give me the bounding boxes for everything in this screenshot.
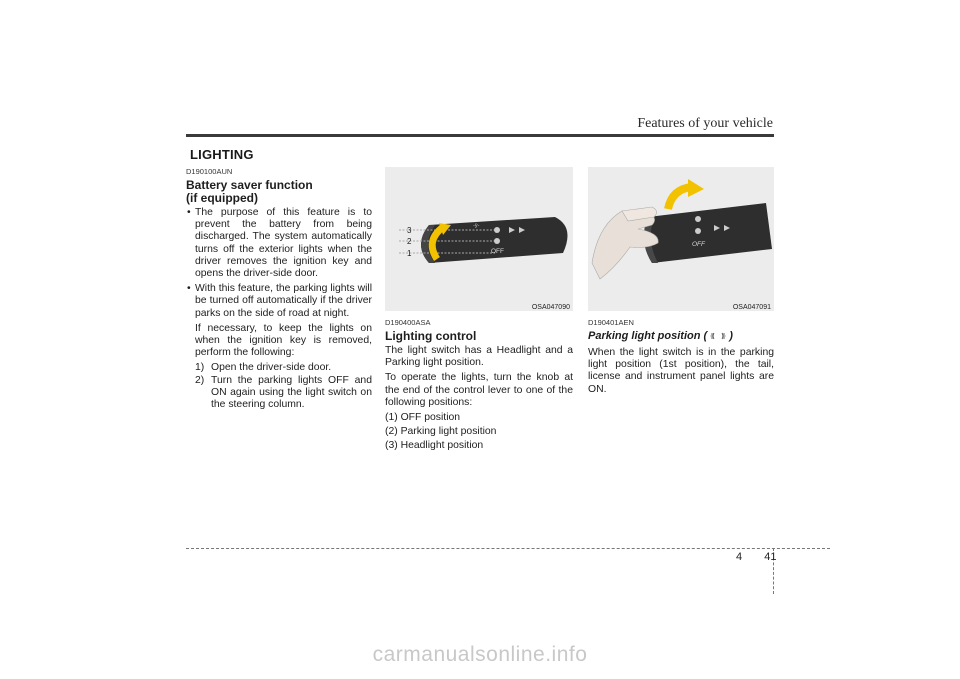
parking-light-figure — [588, 167, 774, 311]
figure-code: OSA047090 — [531, 304, 570, 311]
light-switch-lever-illustration — [385, 167, 573, 311]
section-code: D190100AUN — [186, 167, 233, 176]
chapter-number: 4 — [736, 551, 743, 563]
paragraph: When the light switch is in the parking light position (1st position), the tail, license and instrument panel lights are ON. — [588, 347, 774, 395]
step-text: Turn the parking lights OFF and ON again using the light switch on the steering column. — [211, 374, 372, 411]
page-number — [736, 551, 777, 563]
lighting-control-heading: Lighting control — [385, 329, 477, 343]
section-title: LIGHTING — [190, 147, 254, 162]
instruction-para: If necessary, to keep the lights on when the ignition key is removed, perform the following: — [195, 322, 372, 359]
off-marking: OFF — [692, 241, 705, 248]
battery-saver-heading — [186, 179, 372, 205]
position-list-item: (2) Parking light position — [385, 426, 497, 438]
header-rule — [186, 134, 774, 137]
section-code: D190401AEN — [588, 318, 634, 327]
step-number: 1) — [195, 362, 205, 374]
step-list — [186, 362, 372, 411]
position-1-label: 1 — [407, 249, 412, 258]
step-number: 2) — [195, 374, 205, 386]
footer-rule — [186, 548, 830, 549]
position-list-item: (1) OFF position — [385, 412, 461, 424]
position-2-label: 2 — [407, 237, 412, 246]
page-number-value: 41 — [764, 551, 777, 563]
heading-line: Battery saver function — [186, 178, 313, 192]
position-list-item: (3) Headlight position — [385, 440, 484, 452]
chapter-header-title: Features of your vehicle — [637, 116, 773, 131]
paragraph: To operate the lights, turn the knob at the end of the control lever to one of the following positions: — [385, 372, 573, 408]
section-code: D190400ASA — [385, 318, 431, 327]
hand-turning-knob-illustration — [588, 167, 774, 311]
watermark: carmanualsonline.info — [372, 643, 588, 666]
svg-text:-ÿ-: -ÿ- — [473, 223, 480, 229]
heading-suffix: ) — [729, 330, 733, 342]
lighting-control-column — [385, 318, 573, 455]
parking-light-heading — [588, 330, 774, 345]
light-switch-positions-figure — [385, 167, 573, 311]
off-marking: OFF — [491, 248, 504, 255]
bullet-item: • With this feature, the parking lights will be turned off automatically if the driver parks on the side of road at night. — [186, 283, 372, 320]
step-text: Open the driver-side door. — [211, 362, 332, 374]
bullet-item: • The purpose of this feature is to prevent the battery from being discharged. The system automatically turns off the exterior lights when the driver removes the ignition key and opens the driver-side door. — [186, 207, 372, 280]
paragraph: The light switch has a Headlight and a Parking light position. — [385, 345, 573, 369]
heading-prefix: Parking light position ( — [588, 330, 708, 342]
position-3-label: 3 — [407, 226, 412, 235]
figure-code: OSA047091 — [732, 304, 771, 311]
parking-light-icon — [710, 331, 726, 345]
step-item — [195, 362, 372, 374]
heading-line: (if equipped) — [186, 191, 258, 205]
step-item — [195, 375, 372, 412]
parking-light-column — [588, 318, 774, 399]
battery-saver-column — [186, 167, 372, 411]
